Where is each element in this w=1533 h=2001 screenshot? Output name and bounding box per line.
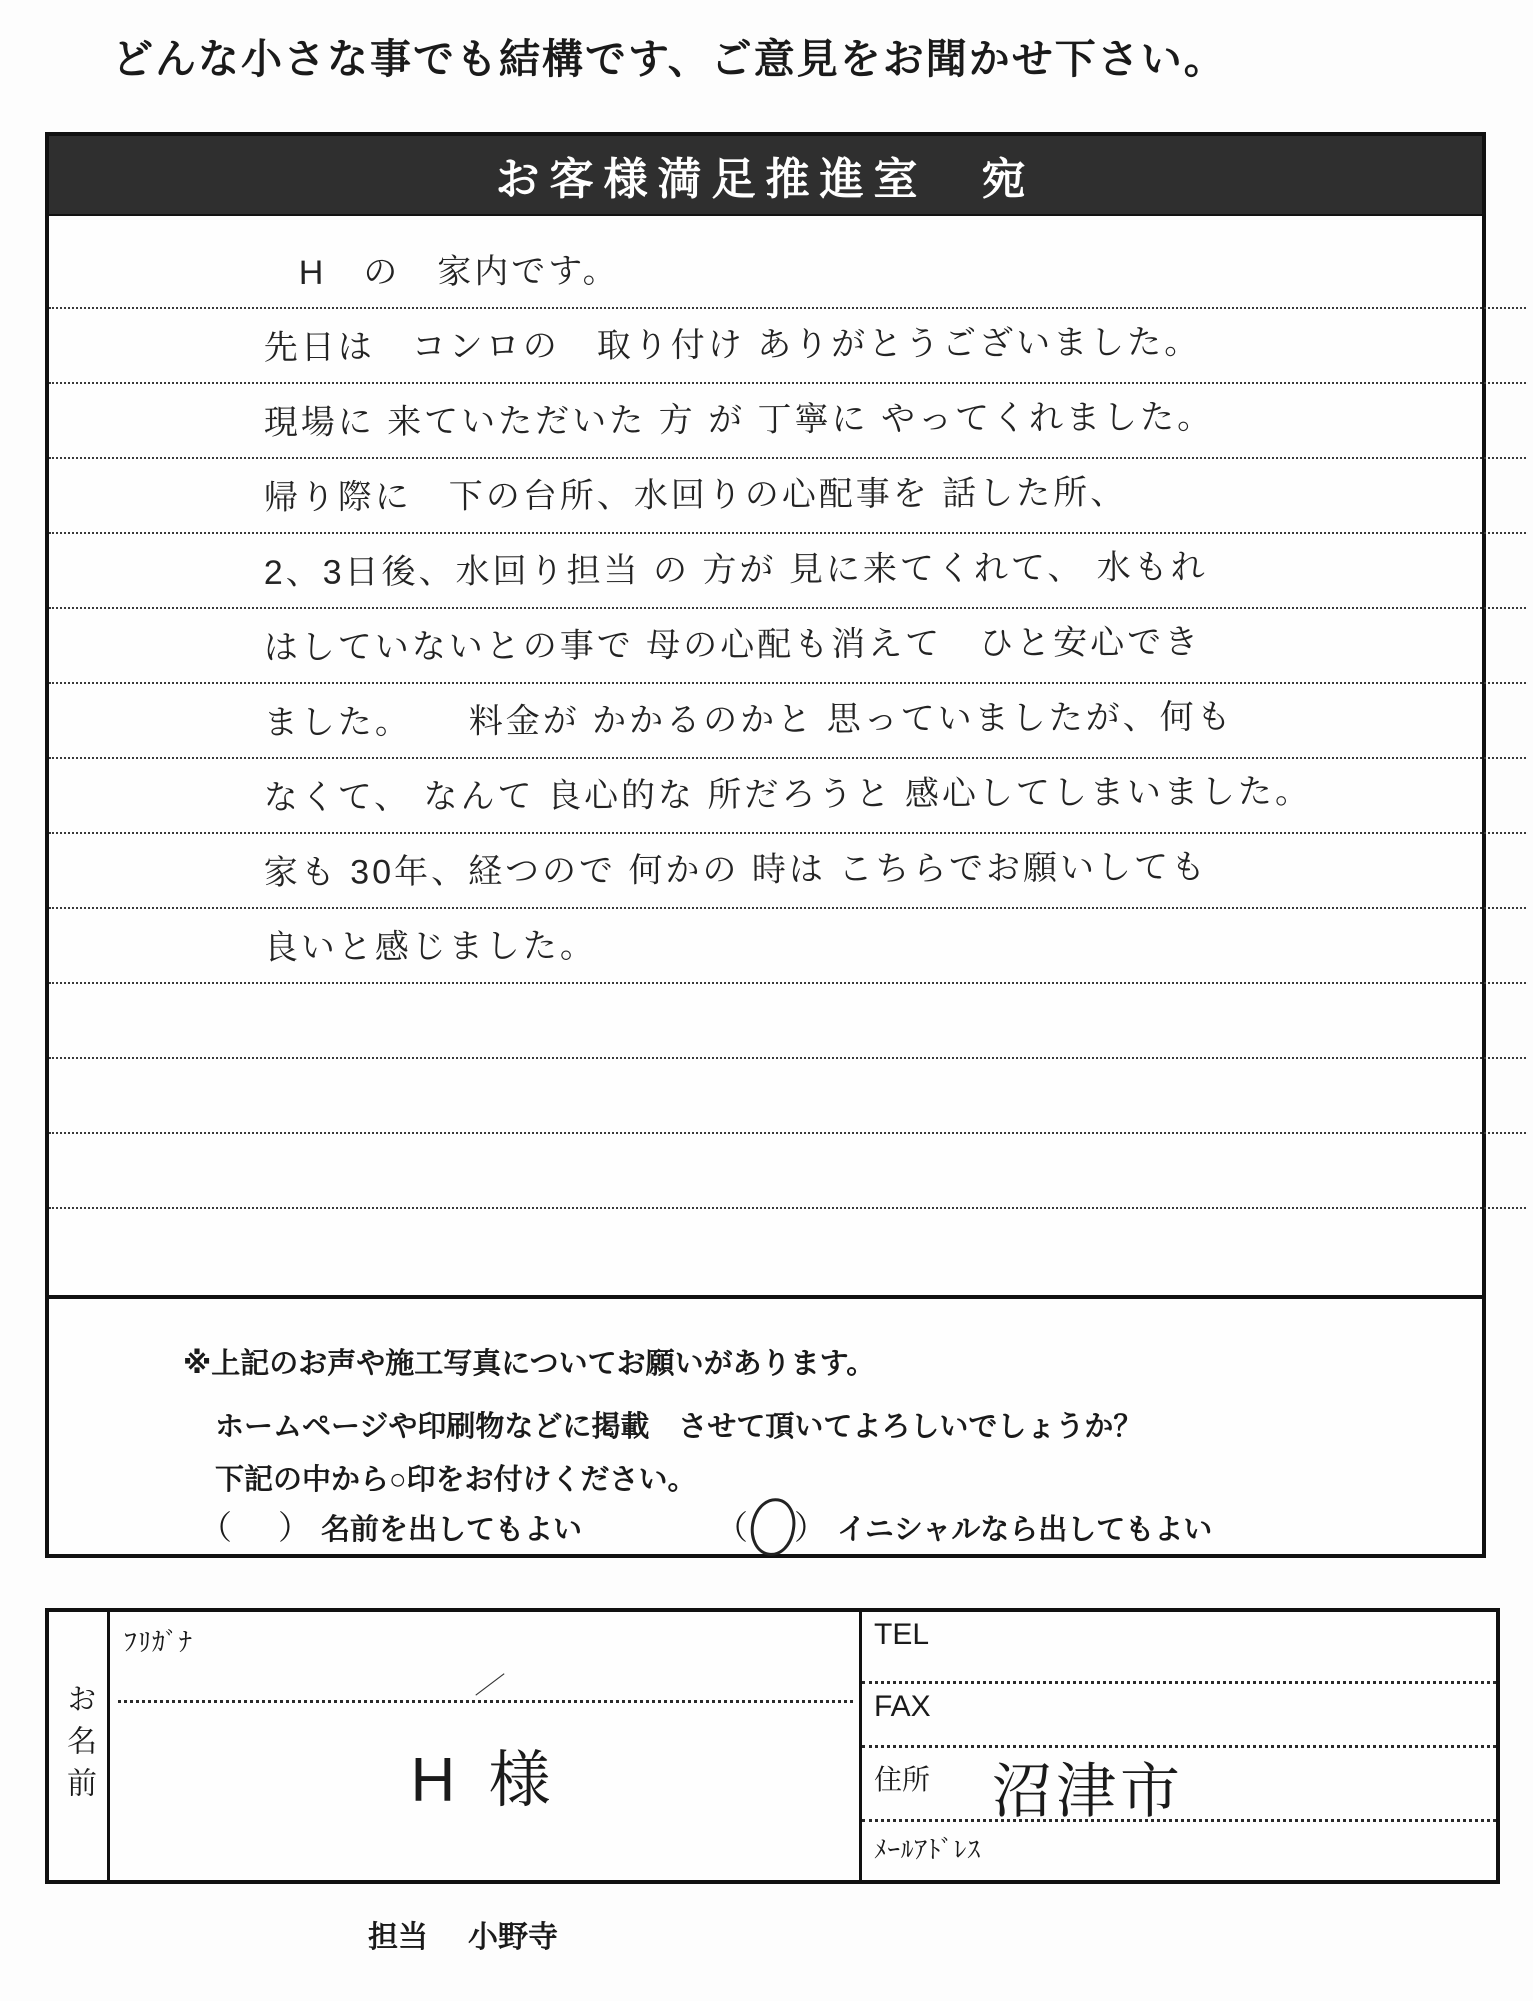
address-label: 住所 [874,1764,931,1795]
handwritten-line: 2、3日後、水回り担当 の 方が 見に来てくれて、 水もれ [263,548,1208,593]
comment-row [49,759,1526,834]
comment-row [49,609,1526,684]
handwritten-comment-area [49,216,1482,1295]
furigana-label: ﾌﾘｶﾞﾅ [124,1627,194,1657]
option-blank [748,1510,794,1552]
comment-row [49,909,1526,984]
comment-row [49,984,1526,1059]
initials-ok-option [715,1502,1212,1552]
page-title: どんな小さな事でも結構です、ご意見をお聞かせ下さい。 [112,36,1227,82]
customer-info-table [45,1608,1500,1884]
handwritten-line: ました。 料金が かかるのかと 思っていましたが、何も [263,698,1234,743]
comment-row [49,1059,1526,1134]
contact-cell [862,1612,1496,1880]
name-cell [110,1612,862,1880]
paren-open: （ [199,1509,232,1546]
handwritten-line: なくて、 なんて 良心的な 所だろうと 感心してしまいました。 [263,772,1312,818]
customer-name: H 様 [410,1746,559,1815]
address-value: 沼津市 [992,1758,1184,1825]
handwritten-line: H の 家内です。 [298,252,620,293]
handwritten-line: 家も 30年、経つので 何かの 時は こちらでお願いしても [263,848,1209,893]
tel-label: TEL [874,1618,930,1651]
request-note-line2: ホームページや印刷物などに掲載 させて頂いてよろしいでしょうか？ [215,1411,1143,1443]
fax-label: FAX [874,1690,931,1723]
publish-request-section [49,1299,1482,1550]
handwritten-line: はしていないとの事で 母の心配も消えて ひと安心でき [263,623,1202,668]
email-row [862,1822,1496,1880]
email-label: ﾒｰﾙｱﾄﾞﾚｽ [874,1836,982,1864]
paren-close: ） [794,1509,827,1546]
name-header-label: お名前 [62,1683,95,1809]
handwritten-line: 現場に 来ていただいた 方 が 丁寧に やってくれました。 [263,398,1215,443]
staff-label: 担当 [368,1921,428,1954]
comment-row [49,384,1526,459]
comment-row [49,684,1526,759]
handwritten-line: 帰り際に 下の台所、水回りの心配事を 話した所、 [263,473,1128,518]
comment-row [49,309,1526,384]
name-header-cell [49,1612,110,1880]
comment-row [49,1134,1526,1209]
address-row [862,1748,1496,1825]
handwritten-circle-mark [747,1495,800,1559]
comment-row [49,834,1526,909]
staff-name: 小野寺 [468,1921,558,1954]
name-ok-option [199,1502,582,1552]
comment-row [49,216,1526,309]
handwritten-slash-mark: ／ [473,1668,506,1703]
feedback-box [45,132,1486,1558]
section-title-bar [49,136,1482,216]
comment-row [49,459,1526,534]
request-note-line3: 下記の中から○印をお付けください。 [215,1464,697,1496]
furigana-dotted-line [118,1700,853,1703]
handwritten-line: 先日は コンロの 取り付け ありがとうございました。 [263,323,1202,368]
paren-open: （ [715,1509,748,1546]
option-label: 名前を出してもよい [321,1514,583,1546]
option-blank [232,1510,278,1552]
option-label: イニシャルなら出してもよい [837,1514,1213,1546]
fax-row [862,1684,1496,1748]
handwritten-line: 良いと感じました。 [263,926,597,968]
staff-line [368,1912,558,1956]
request-note-line1: ※上記のお声や施工写真についてお願いがあります。 [183,1348,876,1380]
paren-close: ） [278,1509,311,1546]
section-title: お客様満足推進室 宛 [495,155,1036,204]
tel-row [862,1612,1496,1684]
comment-row [49,534,1526,609]
comment-row-empty [49,1209,1526,1295]
